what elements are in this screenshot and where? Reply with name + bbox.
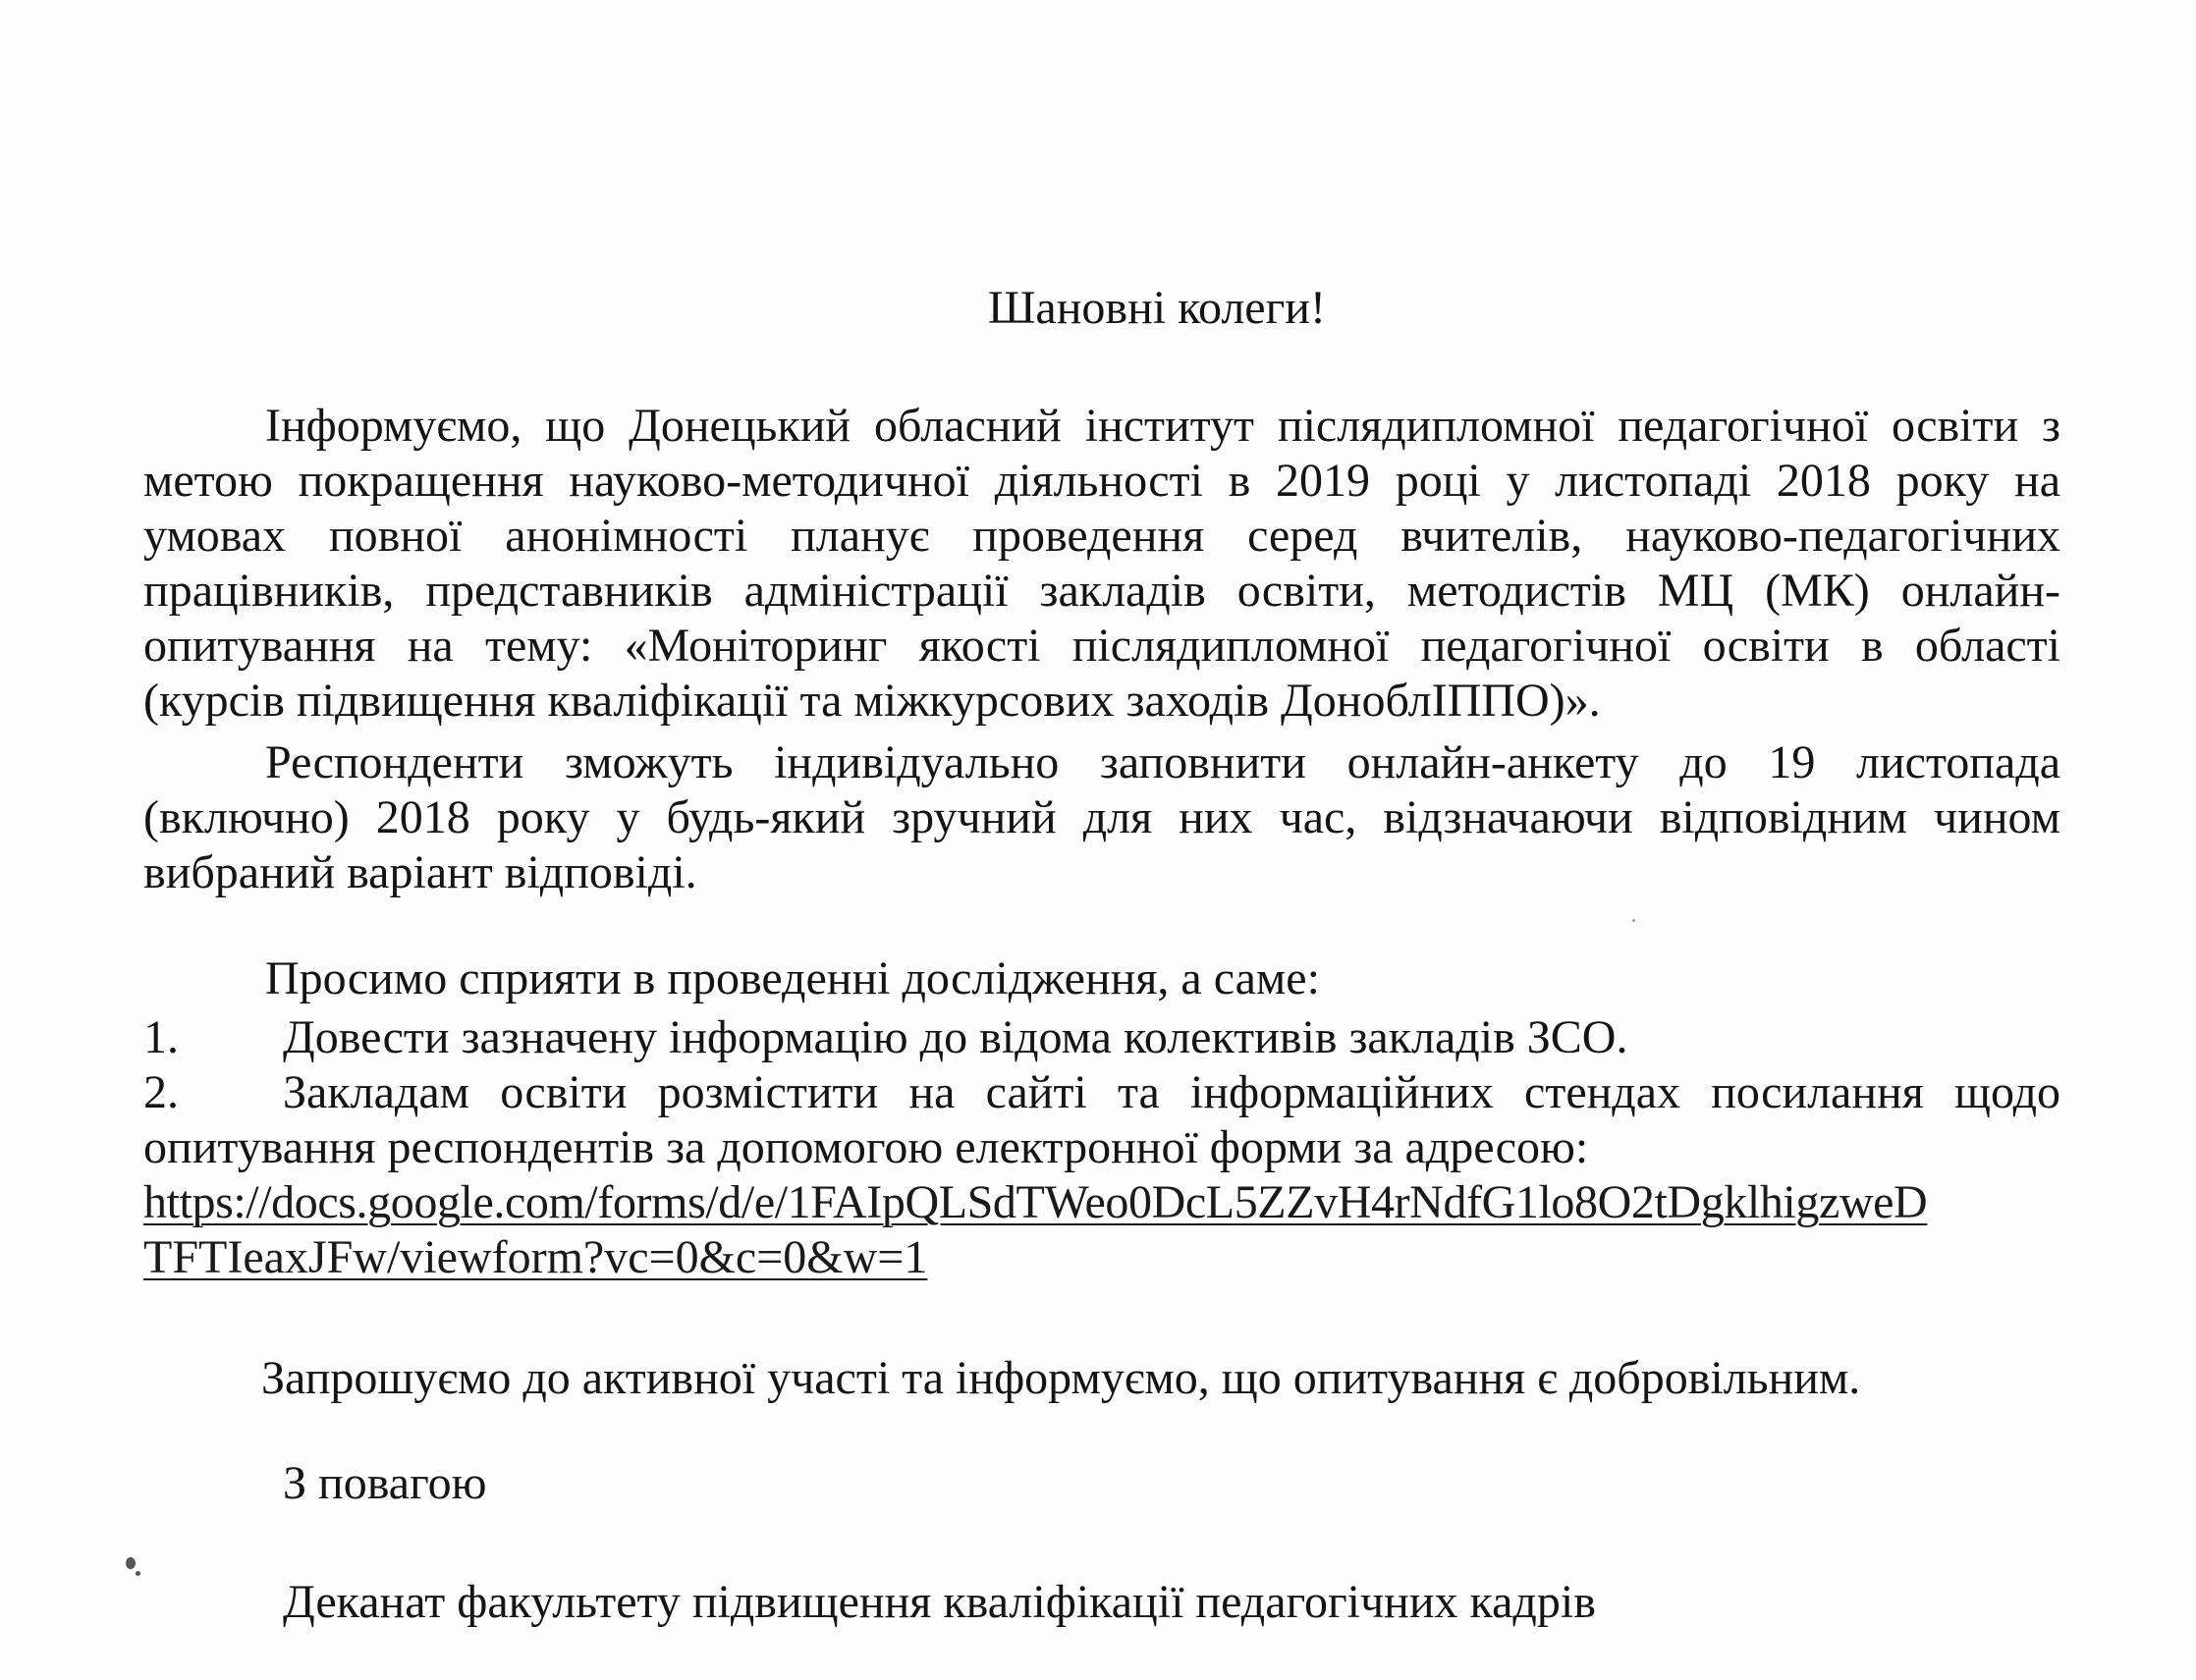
item-2-text: Закладам освіти розмістити на сайті та інформаційних стендах посилання щодо — [283, 1066, 2060, 1118]
greeting: Шановні колеги! — [988, 282, 1326, 334]
scan-speck — [1632, 919, 1635, 922]
item-2-text-continued: опитування респондентів за допомогою електронної форми за адресою: — [143, 1121, 1589, 1173]
paragraph-1-line-1: Інформуємо, що Донецький обласний інститут післядипломної педагогічної освіти з — [265, 400, 2060, 452]
item-2-number: 2. — [143, 1066, 179, 1118]
paragraph-2-line-1: Респонденти зможуть індивідуально заповнити онлайн-анкету до 19 листопада — [265, 736, 2060, 788]
invitation-text: Запрошуємо до активної участі та інформуємо, що опитування є добровільним. — [261, 1352, 1861, 1404]
scan-speck — [136, 1571, 140, 1576]
paragraph-1-line-4: працівників, представників адміністрації закладів освіти, методистів МЦ (МК) онлайн- — [143, 565, 2060, 617]
paragraph-1-line-3: умовах повної анонімності планує проведення серед вчителів, науково-педагогічних — [143, 510, 2060, 562]
paragraph-2-line-2: (включно) 2018 року у будь-який зручний для них час, відзначаючи відповідним чином — [143, 791, 2060, 843]
item-1-number: 1. — [143, 1011, 179, 1063]
request-intro: Просимо сприяти в проведенні дослідження, а саме: — [265, 952, 1320, 1004]
survey-link-line-1[interactable]: https://docs.google.com/forms/d/e/1FAIpQLSdTWeo0DcL5ZZvH4rNdfG1lo8O2tDgklhigzweD — [143, 1176, 1928, 1228]
paragraph-1-line-2: метою покращення науково-методичної діяльності в 2019 році у листопаді 2018 року на — [143, 455, 2060, 507]
scan-speck — [126, 1557, 136, 1569]
survey-link-line-2[interactable]: TFTIeaxJFw/viewform?vc=0&c=0&w=1 — [143, 1231, 928, 1283]
signature: Деканат факультету підвищення кваліфікації педагогічних кадрів — [283, 1576, 1596, 1628]
paragraph-1-line-5: опитування на тему: «Моніторинг якості післядипломної педагогічної освіти в області — [143, 620, 2060, 672]
paragraph-2-line-3: вибраний варіант відповіді. — [143, 846, 697, 898]
closing: З повагою — [283, 1457, 487, 1509]
paragraph-1-line-6: (курсів підвищення кваліфікації та міжкурсових заходів ДоноблІППО)». — [143, 675, 1601, 727]
item-1-text: Довести зазначену інформацію до відома колективів закладів ЗСО. — [283, 1011, 1628, 1063]
